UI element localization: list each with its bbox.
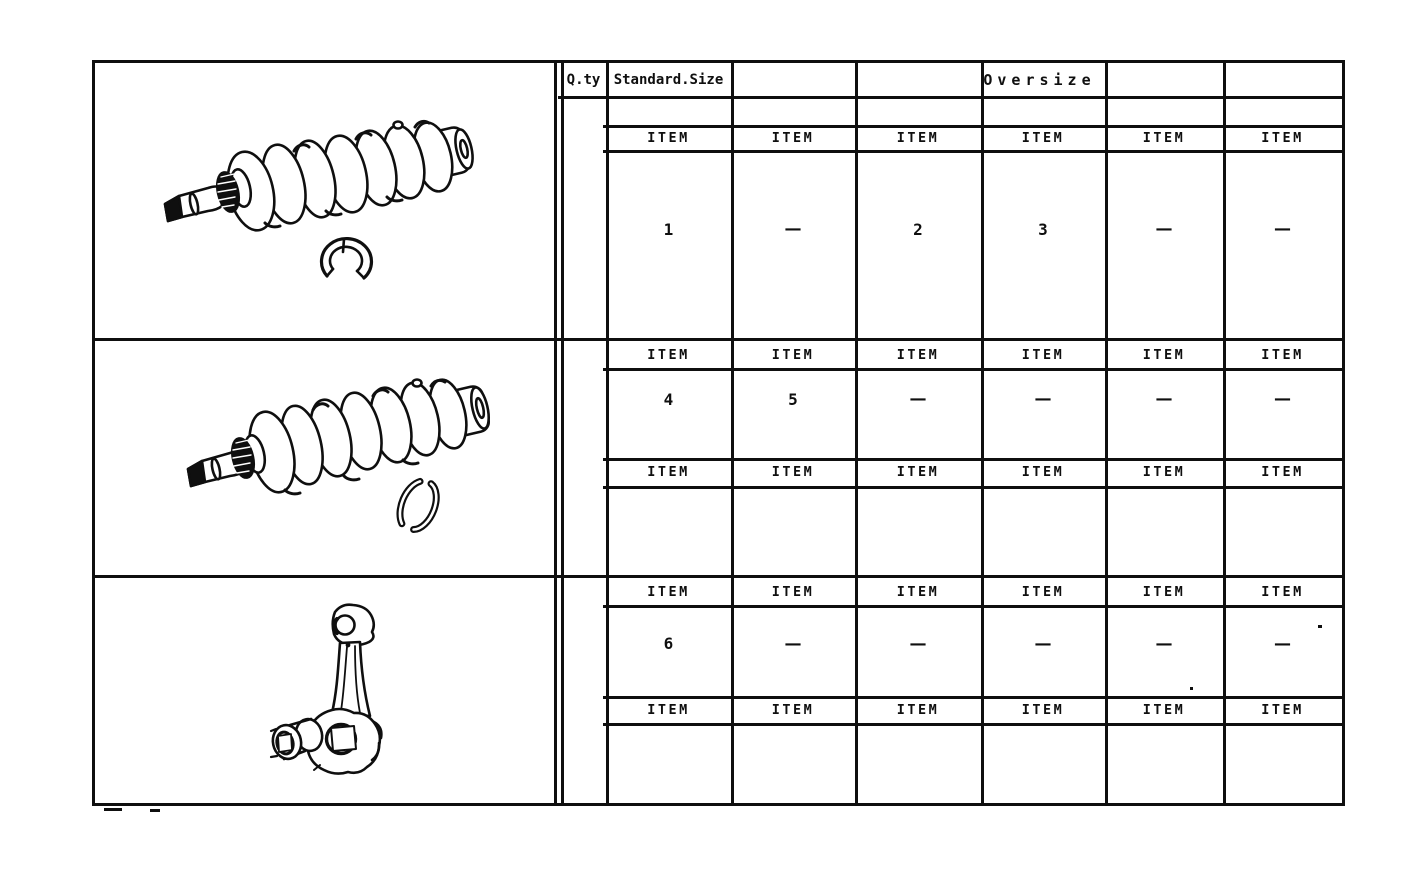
item-header: ITEM bbox=[896, 701, 940, 718]
no-part-dash-cell: — bbox=[1155, 219, 1173, 239]
item-header: ITEM bbox=[1261, 346, 1304, 363]
no-part-dash-cell: — bbox=[784, 219, 802, 239]
crankshaft-main-bearing-illustration bbox=[95, 63, 554, 338]
item-header: ITEM bbox=[896, 346, 940, 363]
item-header: ITEM bbox=[647, 346, 690, 363]
item-header: ITEM bbox=[1142, 701, 1186, 718]
item-header: ITEM bbox=[1021, 129, 1065, 146]
item-header: ITEM bbox=[1261, 129, 1304, 146]
item-header: ITEM bbox=[771, 346, 815, 363]
scan-speck bbox=[1190, 687, 1193, 690]
item-header: ITEM bbox=[771, 464, 815, 480]
item-header: ITEM bbox=[1261, 464, 1304, 480]
no-part-dash-cell: — bbox=[1034, 389, 1052, 409]
item-header: ITEM bbox=[647, 464, 690, 480]
scan-speck bbox=[104, 808, 122, 811]
grid-line-table-left-edge bbox=[561, 63, 564, 803]
part-item-number-cell: 1 bbox=[663, 219, 674, 239]
item-header: ITEM bbox=[1142, 346, 1186, 363]
part-item-number-cell: 3 bbox=[1038, 219, 1048, 239]
crankshaft-thrust-washer-illustration bbox=[95, 338, 554, 575]
connecting-rod-drawing bbox=[95, 575, 554, 803]
qty-column-header: Q.ty bbox=[566, 71, 601, 88]
item-header: ITEM bbox=[1261, 701, 1304, 718]
no-part-dash-cell: — bbox=[1274, 389, 1291, 409]
no-part-dash-cell: — bbox=[1274, 219, 1291, 239]
item-header: ITEM bbox=[771, 701, 815, 718]
grid-line-header-bottom bbox=[558, 96, 1342, 99]
item-header: ITEM bbox=[896, 464, 940, 480]
item-header: ITEM bbox=[1021, 583, 1065, 600]
grid-line-illustration-right-edge bbox=[554, 63, 557, 803]
item-header: ITEM bbox=[1142, 464, 1186, 480]
item-header: ITEM bbox=[1021, 464, 1065, 480]
crankshaft-drawing-2 bbox=[95, 338, 554, 575]
item-header: ITEM bbox=[771, 583, 815, 600]
no-part-dash-cell: — bbox=[1155, 633, 1173, 654]
item-header: ITEM bbox=[771, 129, 815, 146]
item-header: ITEM bbox=[1142, 583, 1186, 600]
item-header: ITEM bbox=[647, 701, 690, 718]
part-item-number-cell: 4 bbox=[663, 389, 674, 409]
item-header: ITEM bbox=[647, 583, 690, 600]
part-item-number-cell: 6 bbox=[663, 634, 674, 653]
item-header: ITEM bbox=[896, 129, 940, 146]
no-part-dash-cell: — bbox=[1155, 389, 1173, 409]
standard-size-column-header: Standard.Size bbox=[613, 71, 724, 88]
part-item-number-cell: 5 bbox=[788, 389, 798, 409]
no-part-dash-cell: — bbox=[784, 633, 802, 654]
scan-speck bbox=[1318, 625, 1322, 628]
grid-line-s3-band2-bottom bbox=[603, 723, 1342, 726]
no-part-dash-cell: — bbox=[1034, 633, 1052, 654]
item-header: ITEM bbox=[1142, 129, 1186, 146]
item-header: ITEM bbox=[1021, 701, 1065, 718]
item-header: ITEM bbox=[1261, 583, 1304, 600]
scan-speck bbox=[150, 809, 160, 812]
catalog-table-frame bbox=[92, 60, 1345, 806]
item-header: ITEM bbox=[1021, 346, 1065, 363]
oversize-column-header: Oversize bbox=[983, 70, 1096, 89]
no-part-dash-cell: — bbox=[909, 389, 927, 409]
connecting-rod-illustration bbox=[95, 575, 554, 803]
grid-line-s2-band2-bottom bbox=[603, 486, 1342, 489]
no-part-dash-cell: — bbox=[909, 633, 927, 654]
item-header: ITEM bbox=[647, 129, 690, 146]
part-item-number-cell: 2 bbox=[913, 219, 923, 239]
crankshaft-drawing-1 bbox=[95, 63, 554, 338]
no-part-dash-cell: — bbox=[1274, 633, 1291, 654]
item-header: ITEM bbox=[896, 583, 940, 600]
